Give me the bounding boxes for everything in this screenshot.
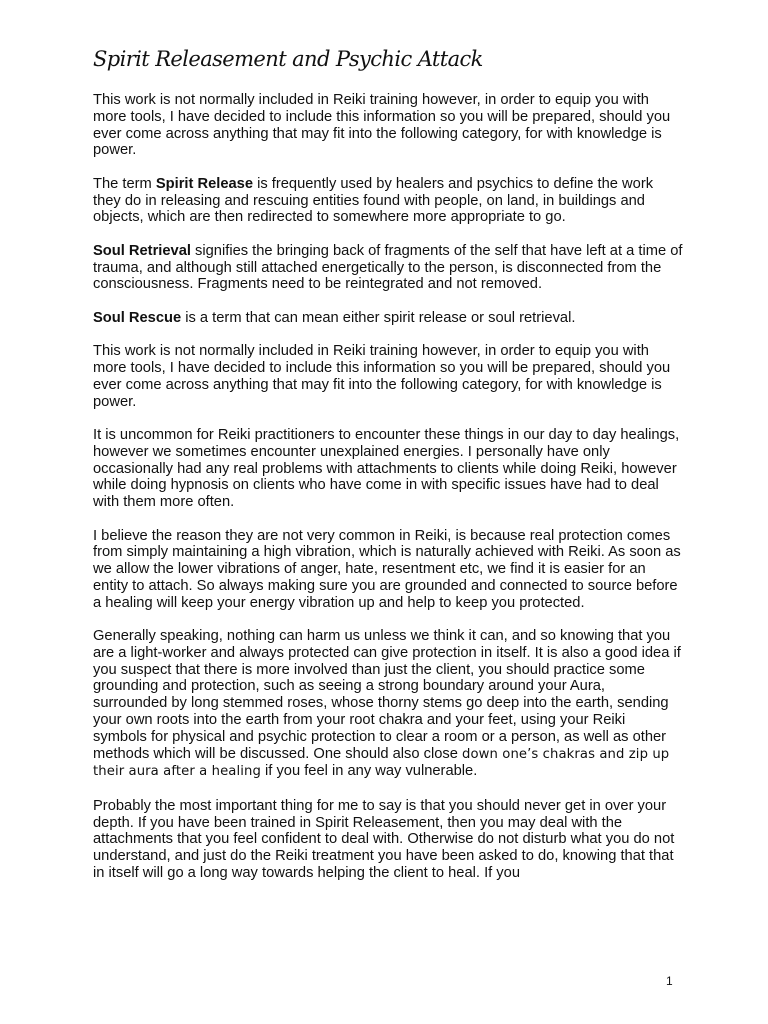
paragraph-grounding (93, 628, 683, 781)
paragraph-text: I believe the reason they are not very common in Reiki, is because real protection comes from simply maintaining a high vibration, which is naturally achieved with Reiki. As soon as we allow the lower vibrations of anger, hate, resentment etc, we find it is easier for an entity to attach. So always making sure you are grounded and connected to source before a healing will keep your energy vibration up and help to keep you protected. (93, 527, 681, 611)
paragraph-text: if you feel in any way vulnerable. (260, 763, 478, 780)
paragraph-spirit-release (93, 176, 683, 226)
paragraph-text: The term (93, 175, 156, 192)
paragraph-text: is a term that can mean either spirit release or soul retrieval. (181, 309, 576, 326)
paragraph-text: It is uncommon for Reiki practitioners to encounter these things in our day to day healings, however we sometimes encounter unexplained energies. I personally have only occasionally had any real problems with attachments to clients while doing Reiki, however while doing hypnosis on clients who have come in with specific issues have had to deal with them more often. (93, 426, 680, 511)
document-title: Spirit Releasement and Psychic Attack (93, 47, 483, 71)
paragraph-text-alt-font: down one’s chakras and zip up their aura after a healing (93, 746, 670, 780)
paragraph-intro-repeat (93, 343, 683, 410)
paragraph-depth (93, 798, 683, 882)
document-body (93, 92, 683, 898)
term-soul-retrieval: Soul Retrieval (93, 242, 191, 259)
paragraph-text: This work is not normally included in Reiki training however, in order to equip you with more tools, I have decided to include this information so you will be prepared, should you ever come across anything that may fit into the following category, for with knowledge is power. (93, 343, 671, 410)
term-spirit-release: Spirit Release (155, 175, 254, 192)
paragraph-soul-retrieval (93, 243, 683, 293)
paragraph-intro (93, 92, 683, 159)
paragraph-text: is frequently used by healers and psychics to define the work they do in releasing and rescuing entities found with people, on land, in buildings and objects, which are then redirected to somewhere more appropriate to go. (93, 175, 654, 226)
paragraph-text: signifies the bringing back of fragments of the self that have left at a time of trauma, and although still attached energetically to the person, is disconnected from the consciousness. Fragments need to be reintegrated and not removed. (93, 242, 683, 293)
paragraph-uncommon (93, 427, 683, 511)
paragraph-text: Generally speaking, nothing can harm us unless we think it can, and so knowing that you are a light-worker and always protected can give protection in itself. It is also a good idea if you suspect that there is more involved than just the client, you should practice some grounding and protection, such as seeing a strong boundary around your Aura, surrounded by long stemmed roses, whose thorny stems go deep into the earth, sending your own roots into the earth from your root chakra and your feet, using your Reiki symbols for physical and psychic protection to clear a room or a person, as well as other methods which will be discussed. One should also close (93, 628, 681, 762)
page-number: 1 (666, 974, 673, 988)
paragraph-text: Probably the most important thing for me to say is that you should never get in over your depth. If you have been trained in Spirit Releasement, then you may deal with the attachments that you feel confident to deal with. Otherwise do not disturb what you do not understand, and just do the Reiki treatment you have been asked to do, knowing that that in itself will go a long way towards helping the client to heal. If you (93, 797, 675, 882)
term-soul-rescue: Soul Rescue (93, 309, 182, 326)
paragraph-protection (93, 528, 683, 612)
paragraph-soul-rescue (93, 310, 683, 327)
paragraph-text: This work is not normally included in Reiki training however, in order to equip you with more tools, I have decided to include this information so you will be prepared, should you ever come across anything that may fit into the following category, for with knowledge is power. (93, 92, 671, 159)
